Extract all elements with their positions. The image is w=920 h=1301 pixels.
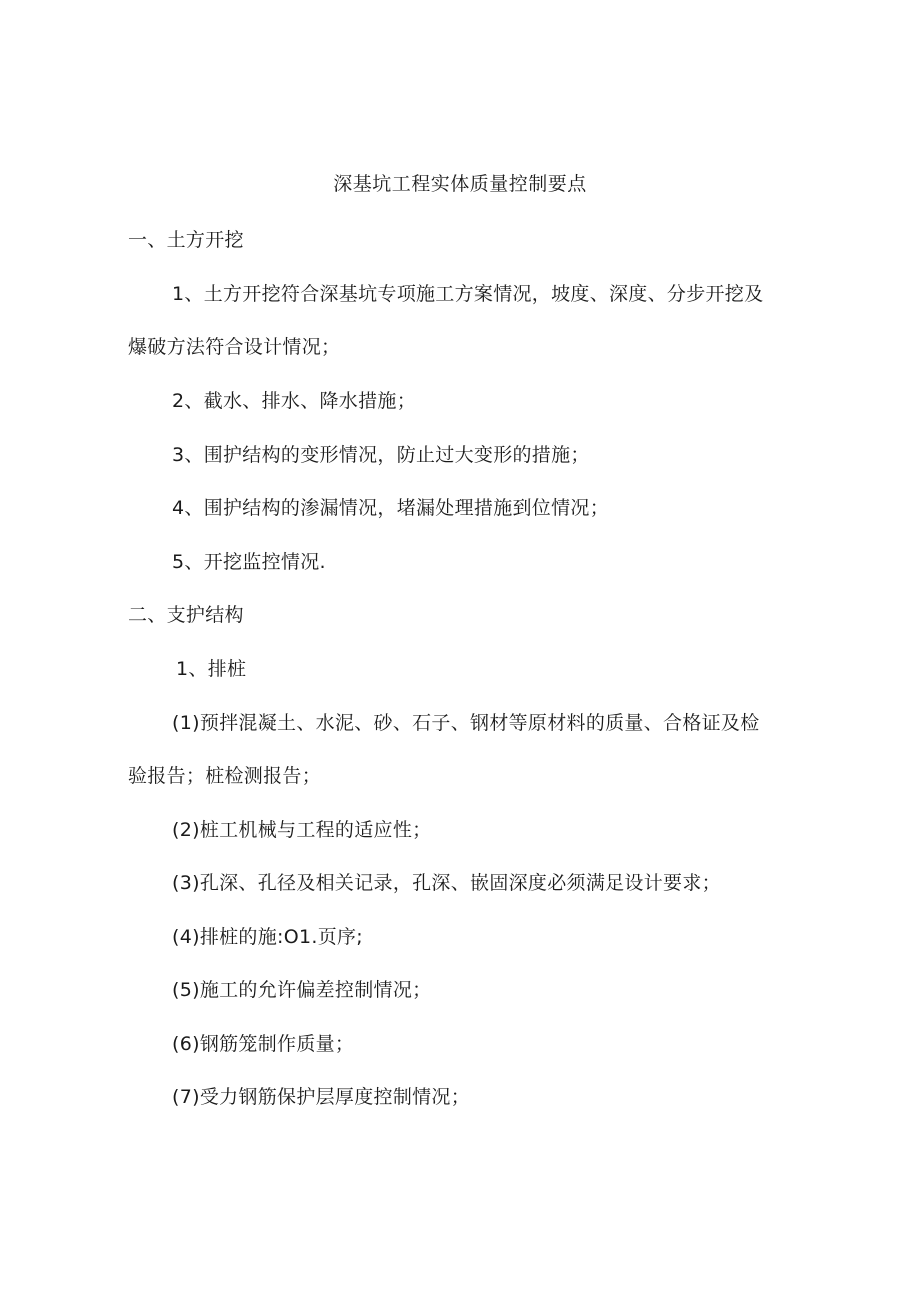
- list-item: 4、围护结构的渗漏情况，堵漏处理措施到位情况；: [172, 497, 609, 519]
- paragraph-line: 1、土方开挖符合深基坑专项施工方案情况，坡度、深度、分步开挖及: [172, 283, 764, 305]
- list-item: (5)施工的允许偏差控制情况；: [172, 979, 432, 1001]
- list-item: 5、开挖监控情况.: [172, 551, 326, 573]
- list-item: (3)孔深、孔径及相关记录，孔深、嵌固深度必须满足设计要求；: [172, 872, 721, 894]
- paragraph-line: 爆破方法符合设计情况；: [128, 336, 341, 358]
- list-item: 2、截水、排水、降水措施；: [172, 390, 416, 412]
- section-heading-support-structure: 二、支护结构: [128, 604, 244, 626]
- section-heading-earthwork: 一、土方开挖: [128, 229, 244, 251]
- subsection-heading-piles: 1、排桩: [176, 658, 247, 680]
- list-item: (6)钢筋笼制作质量；: [172, 1033, 355, 1055]
- document-title: 深基坑工程实体质量控制要点: [333, 173, 587, 195]
- list-item: (7)受力钢筋保护层厚度控制情况；: [172, 1086, 471, 1108]
- list-item: (2)桩工机械与工程的适应性；: [172, 819, 432, 841]
- paragraph-line: (1)预拌混凝土、水泥、砂、石子、钢材等原材料的质量、合格证及检: [172, 712, 760, 734]
- paragraph-line: 验报告；桩检测报告；: [128, 765, 322, 787]
- list-item: 3、围护结构的变形情况，防止过大变形的措施；: [172, 444, 590, 466]
- list-item: (4)排桩的施:O1.页序;: [172, 926, 363, 948]
